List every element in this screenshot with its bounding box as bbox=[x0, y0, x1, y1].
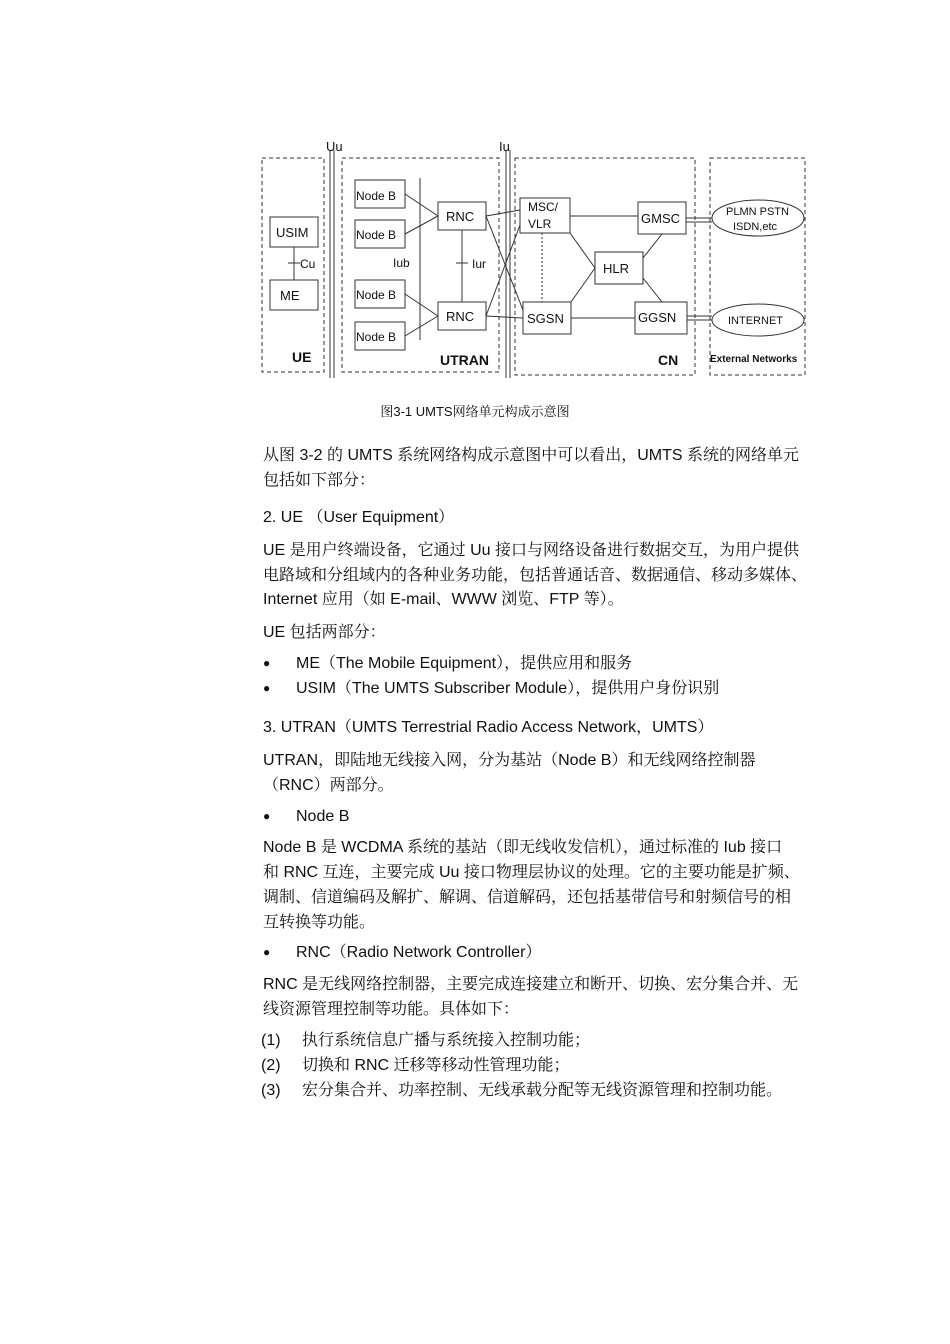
list-item-2-text: 切换和 RNC 迁移等移动性管理功能； bbox=[302, 1057, 570, 1074]
rnc-node-2: RNC bbox=[446, 309, 475, 324]
ue-two-parts: UE 包括两部分： bbox=[263, 624, 386, 641]
usim-node: USIM bbox=[276, 225, 309, 240]
utran-desc-line-1: UTRAN，即陆地无线接入网，分为基站（Node B）和无线网络控制器 bbox=[263, 752, 756, 769]
nodeb-node-3: Node B bbox=[356, 288, 397, 302]
intro-line-2: 包括如下部分： bbox=[263, 472, 376, 489]
iu-label: Iu bbox=[499, 139, 510, 154]
rnc-node-1: RNC bbox=[446, 209, 475, 224]
bullet-dot-icon: ● bbox=[263, 809, 271, 823]
msc-node-line1: MSC/ bbox=[528, 200, 558, 214]
heading-utran: 3. UTRAN（UMTS Terrestrial Radio Access Network，UMTS） bbox=[263, 719, 714, 736]
list-item-1-number: (1) bbox=[261, 1032, 281, 1049]
ue-domain-label: UE bbox=[292, 349, 312, 365]
bullet-dot-icon: ● bbox=[263, 656, 271, 670]
ue-desc-line-3: Internet 应用（如 E-mail、WWW 浏览、FTP 等）。 bbox=[263, 591, 624, 608]
heading-ue: 2. UE （User Equipment） bbox=[263, 509, 455, 526]
uu-label: Uu bbox=[326, 139, 343, 154]
sgsn-node: SGSN bbox=[527, 311, 564, 326]
intro-line-1: 从图 3-2 的 UMTS 系统网络构成示意图中可以看出，UMTS 系统的网络单元 bbox=[263, 447, 800, 464]
utran-domain-label: UTRAN bbox=[440, 352, 489, 368]
umts-network-diagram bbox=[250, 130, 820, 385]
ue-desc-line-1: UE 是用户终端设备，它通过 Uu 接口与网络设备进行数据交互，为用户提供 bbox=[263, 542, 800, 559]
list-item-2-number: (2) bbox=[261, 1057, 281, 1074]
ue-desc-line-2: 电路域和分组域内的各种业务功能，包括普通话音、数据通信、移动多媒体、 bbox=[263, 567, 808, 584]
nodeb-node-1: Node B bbox=[356, 189, 397, 203]
nodeb-desc-line-4: 互转换等功能。 bbox=[263, 914, 376, 931]
plmn-label-line1: PLMN PSTN bbox=[726, 206, 789, 218]
figure-caption: 图3-1 UMTS网络单元构成示意图 bbox=[380, 404, 570, 419]
nodeb-desc-line-3: 调制、信道编码及解扩、解调、信道解码，还包括基带信号和射频信号的相 bbox=[263, 889, 792, 906]
external-domain-box bbox=[710, 158, 805, 375]
cu-label: Cu bbox=[300, 257, 316, 271]
iur-label: Iur bbox=[472, 257, 487, 271]
bullet-rnc-text: RNC（Radio Network Controller） bbox=[296, 944, 542, 961]
bullet-usim-text: USIM（The UMTS Subscriber Module），提供用户身份识别 bbox=[296, 680, 720, 697]
list-item-3-number: (3) bbox=[261, 1082, 281, 1099]
list-item-3-text: 宏分集合并、功率控制、无线承载分配等无线资源管理和控制功能。 bbox=[302, 1082, 783, 1099]
bullet-me-text: ME（The Mobile Equipment），提供应用和服务 bbox=[296, 655, 633, 672]
cn-domain-label: CN bbox=[658, 352, 679, 368]
nodeb-node-2: Node B bbox=[356, 228, 397, 242]
utran-desc-line-2: （RNC）两部分。 bbox=[263, 777, 394, 794]
ggsn-node: GGSN bbox=[638, 310, 677, 325]
bullet-dot-icon: ● bbox=[263, 945, 271, 959]
nodeb-desc-line-2: 和 RNC 互连，主要完成 Uu 接口物理层协议的处理。它的主要功能是扩频、 bbox=[263, 864, 800, 881]
hlr-node: HLR bbox=[603, 261, 630, 276]
nodeb-desc-line-1: Node B 是 WCDMA 系统的基站（即无线收发信机），通过标准的 Iub 接口 bbox=[263, 839, 783, 856]
internet-label: INTERNET bbox=[728, 315, 783, 327]
bullet-dot-icon: ● bbox=[263, 681, 271, 695]
msc-node-line2: VLR bbox=[528, 217, 552, 231]
iub-label: Iub bbox=[393, 256, 410, 270]
external-domain-label: External Networks bbox=[710, 354, 798, 365]
gmsc-node: GMSC bbox=[641, 211, 680, 226]
me-node: ME bbox=[280, 288, 300, 303]
nodeb-node-4: Node B bbox=[356, 330, 397, 344]
rnc-desc-line-2: 线资源管理控制等功能。具体如下： bbox=[263, 1001, 520, 1018]
rnc-desc-line-1: RNC 是无线网络控制器，主要完成连接建立和断开、切换、宏分集合并、无 bbox=[263, 976, 799, 993]
plmn-label-line2: ISDN,etc bbox=[733, 221, 778, 233]
bullet-nodeb-text: Node B bbox=[296, 808, 350, 825]
list-item-1-text: 执行系统信息广播与系统接入控制功能； bbox=[302, 1032, 591, 1049]
